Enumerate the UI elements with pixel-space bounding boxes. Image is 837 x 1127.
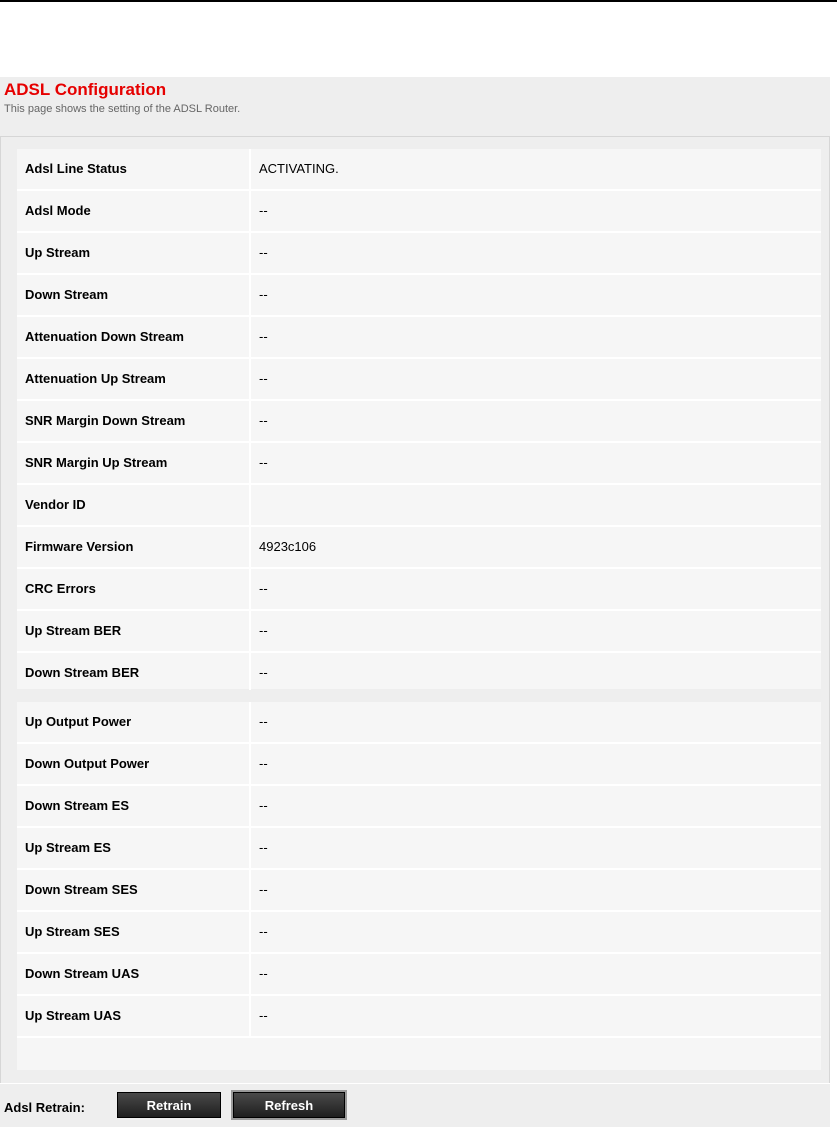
column-divider: [249, 191, 251, 231]
row-label: Down Output Power: [25, 756, 150, 771]
column-divider: [249, 569, 251, 609]
retrain-label: Adsl Retrain:: [4, 1100, 85, 1115]
column-divider: [249, 233, 251, 273]
table-row: [17, 954, 821, 996]
column-divider: [249, 653, 251, 693]
table-row: [17, 569, 821, 611]
row-value: --: [259, 203, 268, 218]
table-row: [17, 527, 821, 569]
column-divider: [249, 912, 251, 952]
refresh-button[interactable]: Refresh: [233, 1092, 345, 1118]
table-row: [17, 359, 821, 401]
row-value: --: [259, 924, 268, 939]
row-value: --: [259, 966, 268, 981]
row-label: SNR Margin Up Stream: [25, 455, 168, 470]
column-divider: [249, 954, 251, 994]
table-row: [17, 828, 821, 870]
retrain-bar: [0, 1084, 830, 1127]
row-value: --: [259, 581, 268, 596]
column-divider: [249, 611, 251, 651]
column-divider: [249, 527, 251, 567]
table-row: [17, 996, 821, 1038]
row-value: --: [259, 882, 268, 897]
column-divider: [249, 485, 251, 525]
column-divider: [249, 996, 251, 1036]
row-label: Down Stream BER: [25, 665, 140, 680]
table-row: [17, 912, 821, 954]
page-title: ADSL Configuration: [4, 80, 167, 99]
row-label: Down Stream UAS: [25, 966, 140, 981]
row-value: 4923c106: [259, 539, 317, 554]
table-row: [17, 275, 821, 317]
row-label: Firmware Version: [25, 539, 134, 554]
table-row: [17, 870, 821, 912]
status-panel-top: [0, 136, 830, 691]
column-divider: [249, 317, 251, 357]
table-row: [17, 611, 821, 653]
table-row: [17, 653, 821, 695]
row-value: --: [259, 413, 268, 428]
row-value: --: [259, 245, 268, 260]
column-divider: [249, 744, 251, 784]
row-label: SNR Margin Down Stream: [25, 413, 186, 428]
page-subtitle: This page shows the setting of the ADSL Router.: [4, 103, 241, 115]
column-divider: [249, 275, 251, 315]
status-table-top: [17, 149, 821, 689]
table-row: [17, 401, 821, 443]
retrain-button[interactable]: Retrain: [117, 1092, 221, 1118]
row-label: Up Stream UAS: [25, 1008, 122, 1023]
row-value: --: [259, 665, 268, 680]
row-value: ACTIVATING.: [259, 161, 339, 176]
column-divider: [249, 149, 251, 189]
row-label: Up Stream SES: [25, 924, 120, 939]
table-row: [17, 233, 821, 275]
table-row: [17, 485, 821, 527]
status-panel-bottom: [0, 690, 830, 1083]
table-row: [17, 744, 821, 786]
column-divider: [249, 702, 251, 742]
row-value: --: [259, 623, 268, 638]
table-row: [17, 191, 821, 233]
row-label: Attenuation Up Stream: [25, 371, 166, 386]
page-header: [0, 77, 830, 136]
row-value: --: [259, 371, 268, 386]
row-label: Up Stream: [25, 245, 91, 260]
row-value: --: [259, 756, 268, 771]
column-divider: [249, 443, 251, 483]
column-divider: [249, 401, 251, 441]
row-label: Vendor ID: [25, 497, 86, 512]
row-label: Adsl Line Status: [25, 161, 127, 176]
table-row: [17, 786, 821, 828]
row-label: Down Stream ES: [25, 798, 130, 813]
row-label: Up Stream ES: [25, 840, 111, 855]
table-row: [17, 149, 821, 191]
table-row: [17, 702, 821, 744]
row-label: Down Stream: [25, 287, 109, 302]
row-label: Down Stream SES: [25, 882, 138, 897]
column-divider: [249, 870, 251, 910]
row-value: --: [259, 1008, 268, 1023]
row-value: --: [259, 287, 268, 302]
row-value: --: [259, 455, 268, 470]
table-row: [17, 317, 821, 359]
column-divider: [249, 359, 251, 399]
row-label: Attenuation Down Stream: [25, 329, 184, 344]
column-divider: [249, 828, 251, 868]
table-row: [17, 443, 821, 485]
top-divider: [0, 0, 837, 2]
row-value: --: [259, 840, 268, 855]
row-label: Adsl Mode: [25, 203, 91, 218]
row-label: Up Output Power: [25, 714, 132, 729]
row-label: CRC Errors: [25, 581, 96, 596]
row-value: --: [259, 329, 268, 344]
column-divider: [249, 786, 251, 826]
row-label: Up Stream BER: [25, 623, 122, 638]
status-table-bottom: [17, 702, 821, 1070]
row-value: --: [259, 714, 268, 729]
row-value: --: [259, 798, 268, 813]
